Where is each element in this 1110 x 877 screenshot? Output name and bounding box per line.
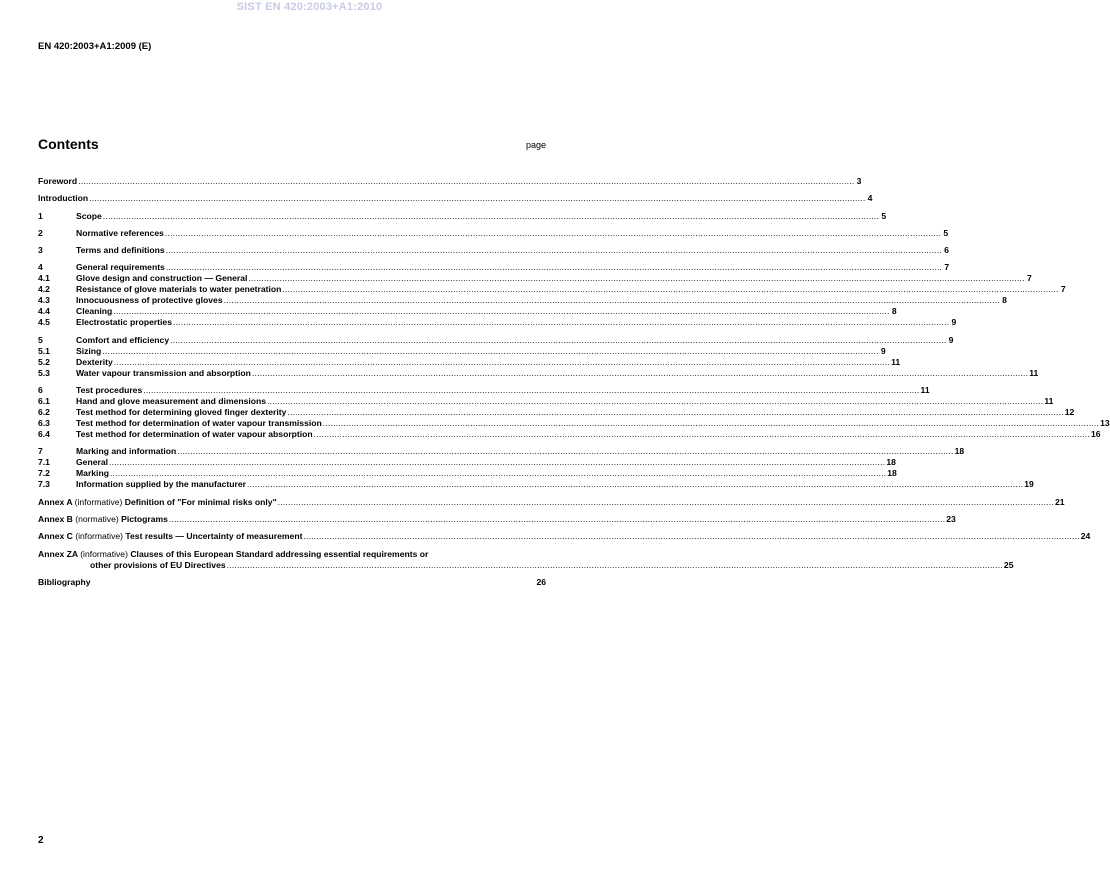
annex-label: Annex C bbox=[38, 531, 73, 542]
toc-entry-page: 4 bbox=[867, 193, 873, 204]
toc-entry[interactable] bbox=[38, 396, 1054, 407]
annex-kind: (informative) bbox=[80, 548, 128, 559]
dot-leader: ............................................................................................................................................................................................................................................................................................................ bbox=[143, 385, 920, 396]
toc-entry-page: 18 bbox=[886, 457, 896, 468]
toc-group bbox=[38, 385, 1110, 440]
toc-entry[interactable] bbox=[38, 549, 546, 560]
toc-annex bbox=[38, 513, 956, 525]
toc-entry-title: Comfort and efficiency bbox=[76, 334, 170, 345]
toc-group bbox=[38, 245, 949, 256]
toc-entry-page: 9 bbox=[948, 334, 954, 345]
toc-entry-page: 11 bbox=[1029, 367, 1039, 378]
toc-entry-title: Introduction bbox=[38, 193, 89, 204]
dot-leader: ............................................................................................................................................................................................................................................................................................................ bbox=[165, 245, 942, 256]
toc-entry-number: 7.3 bbox=[38, 479, 50, 490]
dot-leader: ............................................................................................................................................................................................................................................................................................................ bbox=[89, 193, 866, 204]
toc-entry-number: 5.3 bbox=[38, 367, 50, 378]
annex-title: Test results — Uncertainty of measurement bbox=[125, 531, 303, 542]
toc-entry-title: Cleaning bbox=[76, 306, 113, 317]
toc-entry[interactable] bbox=[38, 245, 949, 256]
toc-entry-number: 1 bbox=[38, 210, 43, 221]
toc-entry[interactable] bbox=[38, 284, 1066, 295]
annex-kind: (normative) bbox=[75, 513, 119, 524]
annex-heading bbox=[38, 514, 168, 524]
dot-leader: ............................................................................................................................................................................................................................................................................................................ bbox=[113, 356, 891, 367]
toc-entry-title: Resistance of glove materials to water penetration bbox=[76, 284, 282, 295]
document-id: EN 420:2003+A1:2009 (E) bbox=[38, 41, 152, 52]
toc-annex bbox=[38, 496, 1065, 508]
toc-entry-page: 8 bbox=[1002, 295, 1007, 306]
toc-group bbox=[38, 446, 1034, 490]
dot-leader: ............................................................................................................................................................................................................................................................................................................ bbox=[303, 531, 1080, 542]
toc-entry-title: Electrostatic properties bbox=[76, 317, 172, 328]
toc-entry-title: Scope bbox=[76, 210, 102, 221]
toc-bibliography bbox=[38, 577, 546, 588]
toc-entry-number: 4.2 bbox=[38, 284, 50, 295]
toc-entry-title: General requirements bbox=[76, 262, 165, 273]
toc-group bbox=[38, 193, 873, 204]
toc-entry[interactable] bbox=[38, 262, 950, 273]
toc-entry-page: 25 bbox=[1003, 559, 1014, 570]
toc-entry[interactable] bbox=[38, 418, 1110, 429]
watermark: SIST EN 420:2003+A1:2010 bbox=[236, 1, 383, 13]
toc-entry[interactable] bbox=[38, 429, 1101, 440]
toc-group bbox=[38, 262, 1066, 328]
dot-leader: ............................................................................................................................................................................................................................................................................................................ bbox=[109, 457, 886, 468]
toc-entry-title: General bbox=[76, 457, 109, 468]
toc-entry-title: Dexterity bbox=[76, 356, 113, 367]
toc-entry-number: 5.1 bbox=[38, 345, 50, 356]
dot-leader: ............................................................................................................................................................................................................................................................................................................ bbox=[109, 468, 887, 479]
toc-entry-number: 6.1 bbox=[38, 396, 50, 407]
toc-entry-title: Test method for determination of water vapour absorption bbox=[76, 429, 313, 440]
annex-title: Definition of "For minimal risks only" bbox=[124, 496, 277, 507]
toc-entry-page: 6 bbox=[944, 245, 949, 256]
dot-leader: ............................................................................................................................................................................................................................................................................................................ bbox=[164, 227, 942, 238]
annex-kind: (informative) bbox=[74, 496, 123, 507]
dot-leader: ............................................................................................................................................................................................................................................................................................................ bbox=[322, 418, 1100, 429]
toc-entry-page: 13 bbox=[1100, 418, 1110, 429]
toc-entry-page: 23 bbox=[946, 513, 956, 524]
toc-entry-page: 5 bbox=[881, 210, 887, 221]
annex-label: Annex ZA bbox=[38, 548, 78, 559]
toc-entry[interactable] bbox=[38, 306, 897, 317]
dot-leader: ............................................................................................................................................................................................................................................................................................................ bbox=[173, 317, 950, 328]
contents-title: Contents bbox=[38, 136, 99, 152]
toc-entry-title: Normative references bbox=[76, 227, 164, 238]
dot-leader: ............................................................................................................................................................................................................................................................................................................ bbox=[78, 176, 855, 186]
toc-entry-title: Foreword bbox=[38, 176, 78, 186]
toc-entry[interactable] bbox=[38, 210, 887, 222]
toc-entry-page: 8 bbox=[891, 306, 897, 317]
annex-heading bbox=[38, 497, 277, 507]
dot-leader: ............................................................................................................................................................................................................................................................................................................ bbox=[246, 479, 1024, 490]
toc-group bbox=[38, 210, 887, 222]
toc-entry-number: 7.1 bbox=[38, 457, 50, 468]
toc-entry-page: 5 bbox=[943, 227, 949, 238]
toc-entry-title: Sizing bbox=[76, 345, 102, 356]
toc-entry-page: 11 bbox=[891, 356, 901, 367]
toc-entry-number: 6 bbox=[38, 385, 43, 396]
toc-entry-page: 16 bbox=[1090, 429, 1101, 440]
toc-entry[interactable] bbox=[38, 317, 957, 328]
toc-group bbox=[38, 334, 1039, 379]
toc-entry-number: 7 bbox=[38, 446, 43, 457]
toc-entry-number: 7.2 bbox=[38, 468, 50, 479]
toc-entry[interactable] bbox=[38, 367, 1039, 379]
toc-entry[interactable] bbox=[38, 356, 901, 368]
toc-entry[interactable] bbox=[38, 577, 546, 588]
toc-entry-title: Water vapour transmission and absorption bbox=[76, 367, 251, 378]
toc-entry[interactable] bbox=[38, 468, 897, 479]
annex-heading bbox=[38, 531, 302, 541]
dot-leader: ............................................................................................................................................................................................................................................................................................................ bbox=[277, 496, 1054, 507]
dot-leader: ............................................................................................................................................................................................................................................................................................................ bbox=[102, 345, 879, 356]
toc-entry[interactable] bbox=[38, 457, 896, 468]
toc-entry[interactable] bbox=[38, 407, 1075, 418]
toc-entry-page: 7 bbox=[944, 262, 950, 273]
toc-entry-number: 2 bbox=[38, 227, 43, 238]
toc-entry-page: 11 bbox=[920, 385, 930, 396]
table-of-contents bbox=[38, 176, 1110, 594]
toc-entry[interactable] bbox=[38, 479, 1034, 490]
dot-leader: ............................................................................................................................................................................................................................................................................................................ bbox=[282, 284, 1059, 295]
toc-entry-continuation[interactable] bbox=[38, 559, 1014, 571]
toc-annex bbox=[38, 548, 1014, 571]
toc-entry-page: 21 bbox=[1054, 496, 1065, 507]
dot-leader: ............................................................................................................................................................................................................................................................................................................ bbox=[113, 306, 890, 317]
toc-entry-number: 4.1 bbox=[38, 273, 50, 284]
toc-entry-page: 19 bbox=[1024, 479, 1034, 490]
toc-entry[interactable] bbox=[38, 496, 1065, 508]
toc-entry-page: 9 bbox=[880, 345, 886, 356]
toc-entry[interactable] bbox=[38, 345, 886, 357]
toc-entry[interactable] bbox=[38, 334, 954, 346]
toc-entry-title: Information supplied by the manufacturer bbox=[76, 479, 246, 490]
page-number: 2 bbox=[38, 835, 44, 846]
toc-entry-title: Marking bbox=[76, 468, 109, 479]
toc-entry-title: Hand and glove measurement and dimensions bbox=[76, 396, 267, 407]
toc-entry-page: 26 bbox=[536, 576, 546, 587]
toc-entry-number: 6.2 bbox=[38, 407, 50, 418]
toc-entry-number: 4.4 bbox=[38, 306, 50, 317]
dot-leader: ............................................................................................................................................................................................................................................................................................................ bbox=[223, 295, 1000, 306]
page-column-label: page bbox=[525, 140, 546, 150]
dot-leader: ............................................................................................................................................................................................................................................................................................................ bbox=[165, 262, 943, 273]
toc-entry[interactable] bbox=[38, 227, 949, 239]
toc-entry-number: 6.4 bbox=[38, 429, 50, 440]
toc-entry-page: 11 bbox=[1044, 396, 1054, 407]
annex-heading bbox=[38, 549, 428, 559]
toc-entry-number: 4.5 bbox=[38, 317, 50, 328]
toc-entry[interactable] bbox=[38, 513, 956, 525]
annex-kind: (informative) bbox=[75, 531, 124, 542]
toc-group bbox=[38, 227, 949, 239]
toc-entry-page: 12 bbox=[1064, 407, 1075, 418]
dot-leader: ............................................................................................................................................................................................................................................................................................................ bbox=[313, 429, 1090, 440]
toc-entry[interactable] bbox=[38, 295, 1007, 306]
toc-annex bbox=[38, 531, 1091, 542]
dot-leader: ............................................................................................................................................................................................................................................................................................................ bbox=[267, 396, 1044, 407]
dot-leader: ............................................................................................................................................................................................................................................................................................................ bbox=[177, 446, 954, 457]
dot-leader: ............................................................................................................................................................................................................................................................................................................ bbox=[248, 273, 1025, 284]
toc-entry-title: Terms and definitions bbox=[76, 245, 165, 256]
toc-entry[interactable] bbox=[38, 531, 1091, 542]
toc-sections bbox=[38, 176, 1110, 490]
toc-entry-page: 9 bbox=[951, 317, 957, 328]
toc-entry-number: 6.3 bbox=[38, 418, 50, 429]
annex-title-continuation: other provisions of EU Directives bbox=[90, 559, 226, 570]
toc-entry-page: 18 bbox=[954, 446, 965, 457]
toc-entry-page: 7 bbox=[1026, 273, 1032, 284]
toc-entry-number: 5.2 bbox=[38, 356, 50, 367]
dot-leader: ............................................................................................................................................................................................................................................................................................................ bbox=[168, 513, 946, 524]
toc-entry-page: 24 bbox=[1080, 531, 1091, 542]
toc-entry-title: Test method for determining gloved finger dexterity bbox=[76, 407, 287, 418]
annex-title: Clauses of this European Standard addressing essential requirements or bbox=[130, 548, 429, 559]
toc-entry-title: Glove design and construction — General bbox=[76, 273, 248, 284]
dot-leader: ............................................................................................................................................................................................................................................................................................................ bbox=[226, 559, 1003, 570]
toc-entry-page: 7 bbox=[1060, 284, 1066, 295]
toc-entry[interactable] bbox=[38, 273, 1032, 284]
toc-entry-number: 5 bbox=[38, 334, 43, 345]
toc-entry[interactable] bbox=[38, 176, 862, 187]
toc-entry[interactable] bbox=[38, 385, 930, 396]
annex-title: Pictograms bbox=[121, 513, 168, 524]
toc-entry-number: 3 bbox=[38, 245, 43, 256]
dot-leader: ............................................................................................................................................................................................................................................................................................................ bbox=[102, 210, 880, 221]
toc-entry-title: Marking and information bbox=[76, 446, 177, 457]
toc-entry-title: Bibliography bbox=[38, 576, 91, 587]
toc-entry-title: Test procedures bbox=[76, 385, 143, 396]
toc-entry-number: 4.3 bbox=[38, 295, 50, 306]
toc-entry-number: 4 bbox=[38, 262, 43, 273]
toc-entry-title: Innocuousness of protective gloves bbox=[76, 295, 223, 306]
toc-entry-title: Test method for determination of water vapour transmission bbox=[76, 418, 322, 429]
toc-entry[interactable] bbox=[38, 446, 965, 457]
dot-leader: ............................................................................................................................................................................................................................................................................................................ bbox=[287, 407, 1064, 418]
toc-annexes bbox=[38, 496, 1091, 571]
toc-entry-page: 3 bbox=[856, 176, 862, 186]
toc-entry[interactable] bbox=[38, 193, 873, 204]
toc-entry-page: 18 bbox=[887, 468, 897, 479]
annex-label: Annex A bbox=[38, 496, 73, 507]
toc-group bbox=[38, 176, 862, 187]
dot-leader: ............................................................................................................................................................................................................................................................................................................ bbox=[170, 334, 947, 345]
dot-leader: ............................................................................................................................................................................................................................................................................................................ bbox=[251, 367, 1029, 378]
annex-label: Annex B bbox=[38, 513, 73, 524]
